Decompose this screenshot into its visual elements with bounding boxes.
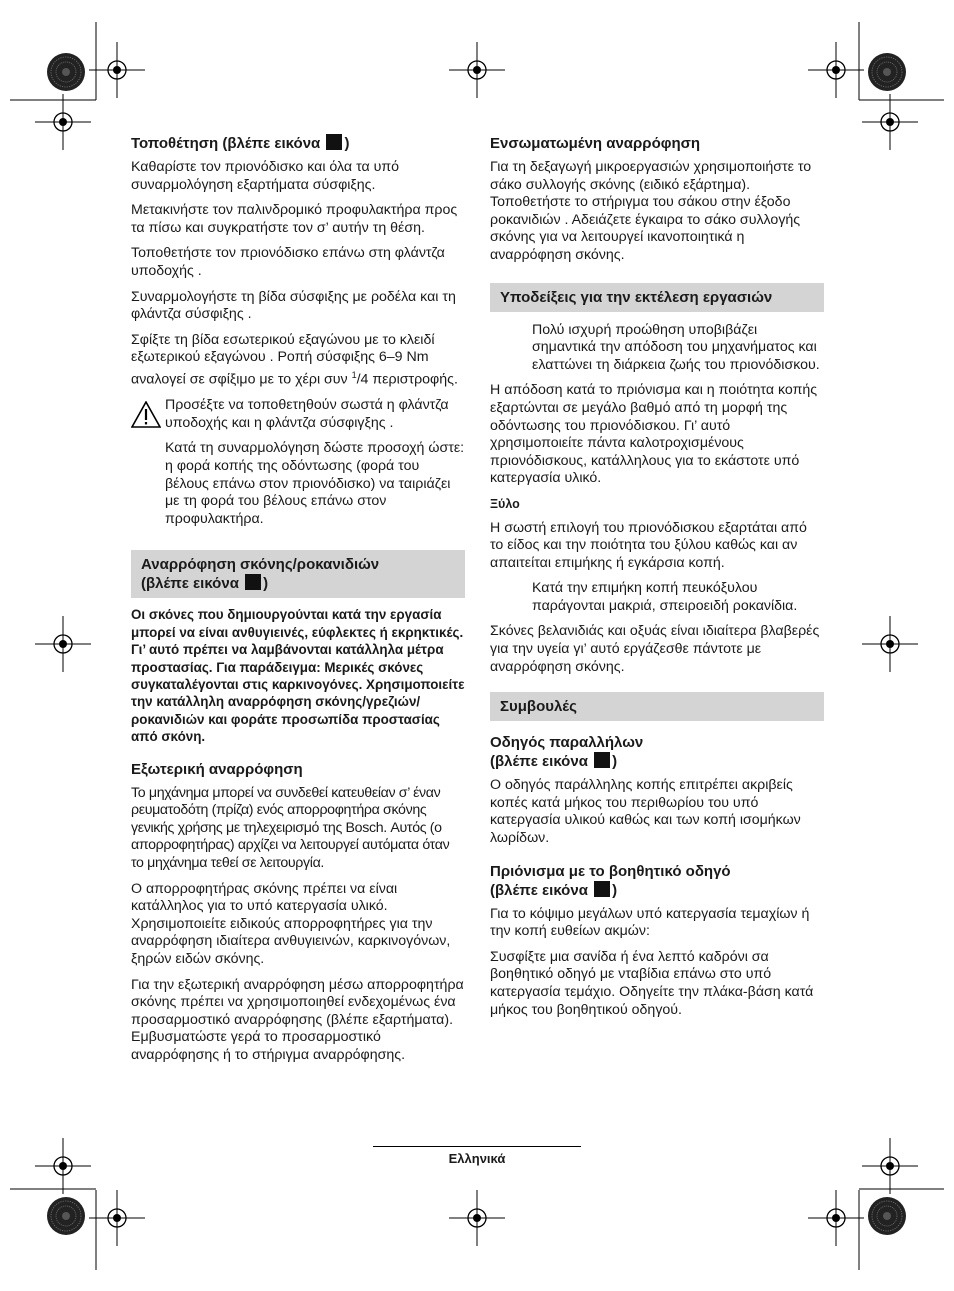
paragraph: Για την εξωτερική αναρρόφηση μέσω απορροφητήρα σκόνης πρέπει να χρησιμοποιηθεί ενδεχομένως ένα προσαρμοστικό αναρρόφησης (βλέπε εξαρτήματα). Εμβυσματώστε γερά το προσαρμοστικό αναρρόφησης ή το στήριγμα αναρρόφησης. <box>131 976 464 1063</box>
paragraph: Ο οδηγός παράλληλης κοπής επιτρέπει ακριβείς κοπές κατά μήκος του περιθωρίου του υπό κατεργασία υλικού καθώς και των κοπή ισομήκων λωρίδων. <box>490 777 801 847</box>
paragraph: Τοποθετήστε τον πριονόδισκο επάνω στη φλάντζα υποδοχής . <box>131 245 445 279</box>
section-heading-parallel-guide: Οδηγός παραλλήλων (βλέπε εικόνα ) <box>490 734 644 771</box>
paragraph: Ο απορροφητήρας σκόνης πρέπει να είναι κατάλληλος για το υπό κατεργασία υλικό. Χρησιμοποιείτε ειδικούς απορροφητήρες για την αναρρόφηση ιδιαίτερα ανθυγιεινών, καρκινογόνων, ξηρών ειδών σκόνης. <box>131 880 451 968</box>
paragraph: Το μηχάνημα μπορεί να συνδεθεί κατευθείαν σ’ έναν ρευματοδότη (πρίζα) ενός απορροφητήρα σκόνης γενικής χρήσης με τηλεχειρισμό της Bosch. Αυτός (ο απορροφητήρας) αρχίζει να λειτουργεί αυτόματα όταν το μηχάνημα τεθεί σε λειτουργία. <box>131 784 450 872</box>
section-heading-auxiliary-guide: Πριόνισμα με το βοηθητικό οδηγό (βλέπε εικόνα ) <box>490 862 731 899</box>
section-heading-mounting: Τοποθέτηση (βλέπε εικόνα ) <box>131 135 350 152</box>
footer-rule <box>373 1146 581 1147</box>
paragraph: Για το κόψιμο μεγάλων υπό κατεργασία τεμαχίων ή την κοπή ευθείων ακμών: <box>490 905 810 940</box>
paragraph: Σκόνες βελανιδιάς και οξυάς είναι ιδιαίτερα βλαβερές για την υγεία γι’ αυτό εργάζεσθε πάντοτε με αναρρόφηση σκόνης. <box>490 623 820 675</box>
paragraph: Καθαρίστε τον πριονόδισκο και όλα τα υπό συναρμολόγηση εξαρτήματα σύσφιξης. <box>131 159 400 193</box>
paragraph: Η σωστή επιλογή του πριονόδισκου εξαρτάται από το είδος και την ποιότητα του ξύλου καθώς και αν απαιτείται επιμήκης ή εγκάρσια κοπή. <box>490 519 807 571</box>
paragraph: Συσφίξτε μια σανίδα ή ένα λεπτό καδρόνι σα βοηθητικό οδηγό με νταβίδια επάνω στο υπό κατεργασία τεμάχιο. Οδηγείτε την πλάκα-βάση κατά μήκος του βοηθητικού οδηγού. <box>490 948 814 1018</box>
figure-ref-box <box>594 881 610 897</box>
note-text: Κατά την επιμήκη κοπή πευκόξυλου παράγονται μακριά, σπειροειδή ροκανίδια. <box>532 580 798 614</box>
paragraph: Η απόδοση κατά το πριόνισμα και η ποιότητα κοπής εξαρτώνται σε μεγάλο βαθμό από τη μορφή της οδόντωσης του πριονόδισκου. Γι’ αυτό χρησιμοποιείτε πάντα καλοτροχισμένους πριονόδισκους, κατάλληλους για το εκάστοτε υπό κατεργασία υλικό. <box>490 382 818 487</box>
right-column <box>490 134 824 1027</box>
subheading-wood: Ξύλο <box>490 496 520 511</box>
warning-block <box>131 397 465 536</box>
footer-language-label: Ελληνικά <box>448 1151 506 1166</box>
figure-ref-box <box>245 574 261 590</box>
safety-warning-text: Οι σκόνες που δημιουργούνται κατά την εργασία μπορεί να είναι ανθυγιεινές, εύφλεκτες ή εκρηκτικές. Γι’ αυτό πρέπει να λαμβάνονται κατάλληλα μέτρα προστασίας. Για παράδειγμα: Μερικές σκόνες συγκαταλέγονται στις καρκινογόνες. Χρησιμοποιείτε την κατάλληλη αναρρόφηση σκόνης/γρεζιών/ροκανιδιών και φοράτε προσωπίδα προστασίας από σκόνη. <box>131 607 465 745</box>
section-heading-integrated-extraction: Ενσωματωμένη αναρρόφηση <box>490 135 701 152</box>
section-band-working-advice: Υποδείξεις για την εκτέλεση εργασιών <box>490 283 824 312</box>
figure-ref-box <box>326 134 342 150</box>
paragraph: Συναρμολογήστε τη βίδα σύσφιξης με ροδέλα και τη φλάντζα σύσφιξης . <box>131 288 456 323</box>
section-band-tips: Συμβουλές <box>490 692 824 721</box>
section-heading-external-extraction: Εξωτερική αναρρόφηση <box>131 760 303 778</box>
section-band-dust-extraction: Αναρρόφηση σκόνης/ροκανιδιών (βλέπε εικόνα ) <box>131 550 465 598</box>
left-column <box>131 134 465 1073</box>
paragraph: Σφίξτε τη βίδα εσωτερικού εξαγώνου με το κλειδί εξωτερικού εξαγώνου . Ροπή σύσφιξης 6–9 Nm αναλογεί σε σφίξιμο με το χέρι συν $^1$/4 περιστροφής. <box>131 331 458 388</box>
paragraph: Μετακινήστε τον παλινδρομικό προφυλακτήρα προς τα πίσω και συγκρατήστε τον σ’ αυτήν τη θέση. <box>131 202 458 236</box>
warning-triangle-icon <box>131 397 165 536</box>
note-text: Πολύ ισχυρή προώθηση υποβιβάζει σημαντικά την απόδοση του μηχανήματος και ελαττώνει τη διάρκεια ζωής του πριονόδισκου. <box>532 321 820 373</box>
figure-ref-box <box>594 752 610 768</box>
warning-text: Προσέξτε να τοποθετηθούν σωστά η φλάντζα υποδοχής και η φλάντζα σύσφιγξης . <box>165 397 449 431</box>
warning-text: Κατά τη συναρμολόγηση δώστε προσοχή ώστε: η φορά κοπής της οδόντωσης (φορά του βέλους επάνω στον πριονόδισκο) να ταιριάζει με τη φορά του βέλους επάνω στον προφυλακτήρα. <box>165 440 465 527</box>
paragraph: Για τη δεξαγωγή μικροεργασιών χρησιμοποιήστε το σάκο συλλογής σκόνης (ειδικό εξάρτημα). Τοποθετήστε το στήριγμα του σάκου στην έξοδο ροκανιδιών . Αδειάζετε έγκαιρα το σάκο συλλογής σκόνης για να λειτουργεί ικανοποιητικά η αναρρόφηση σκόνης. <box>490 159 812 263</box>
